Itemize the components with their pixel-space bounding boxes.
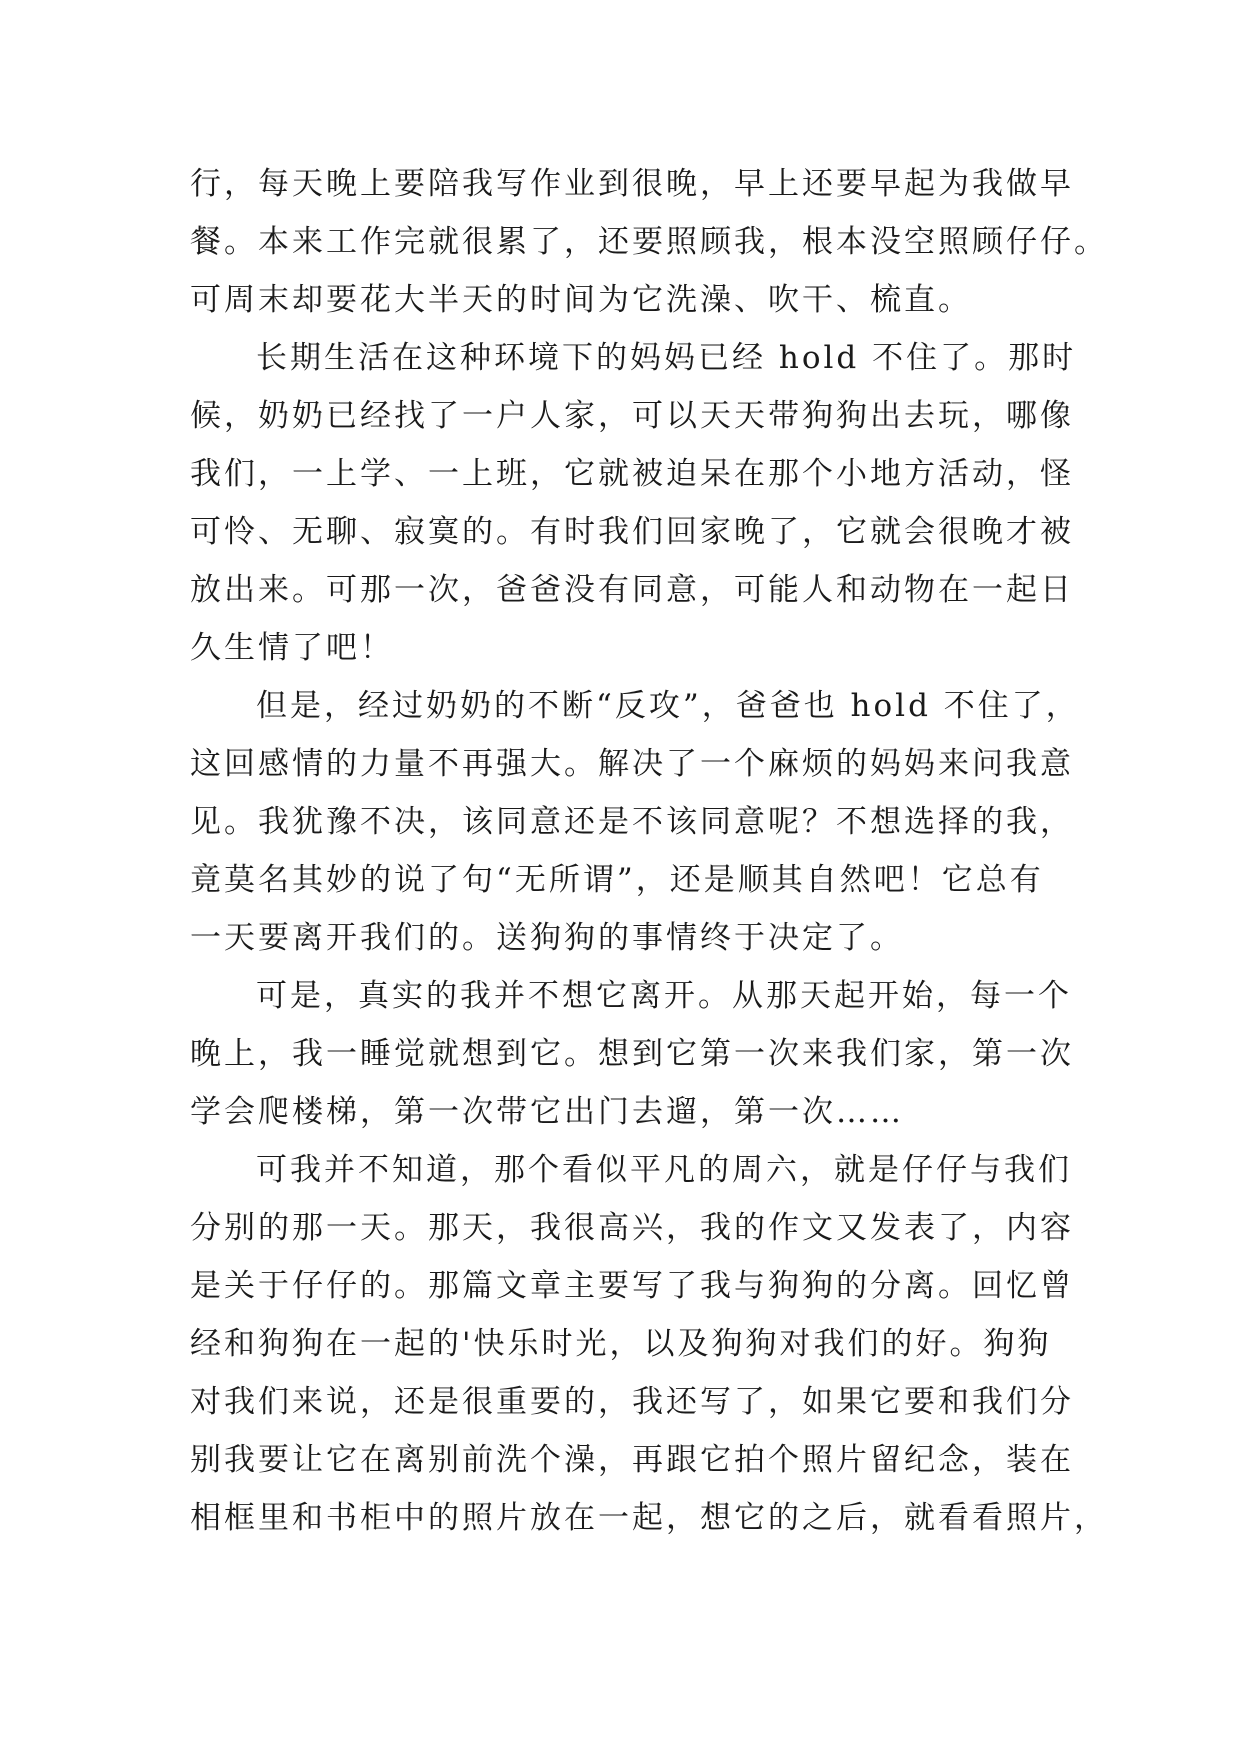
text-line: 竟莫名其妙的说了句“无所谓”，还是顺其自然吧！它总有 (190, 862, 1044, 898)
text-line: 相框里和书柜中的照片放在一起，想它的之后，就看看照片， (190, 1500, 1108, 1536)
text-line: 是关于仔仔的。那篇文章主要写了我与狗狗的分离。回忆曾 (190, 1268, 1074, 1304)
paragraph-start-line: 可我并不知道，那个看似平凡的周六，就是仔仔与我们 (256, 1152, 1072, 1188)
text-line: 餐。本来工作完就很累了，还要照顾我，根本没空照顾仔仔。 (190, 224, 1108, 260)
text-line: 分别的那一天。那天，我很高兴，我的作文又发表了，内容 (190, 1210, 1074, 1246)
text-line: 候，奶奶已经找了一户人家，可以天天带狗狗出去玩，哪像 (190, 398, 1074, 434)
text-line: 可怜、无聊、寂寞的。有时我们回家晚了，它就会很晚才被 (190, 514, 1074, 550)
paragraph-start-line: 长期生活在这种环境下的妈妈已经 hold 不住了。那时 (256, 340, 1077, 376)
text-line: 学会爬楼梯，第一次带它出门去遛，第一次…… (190, 1094, 904, 1130)
text-line: 放出来。可那一次，爸爸没有同意，可能人和动物在一起日 (190, 572, 1074, 608)
text-line: 对我们来说，还是很重要的，我还写了，如果它要和我们分 (190, 1384, 1074, 1420)
text-line: 一天要离开我们的。送狗狗的事情终于决定了。 (190, 920, 904, 956)
text-line: 我们，一上学、一上班，它就被迫呆在那个小地方活动，怪 (190, 456, 1074, 492)
text-line: 这回感情的力量不再强大。解决了一个麻烦的妈妈来问我意 (190, 746, 1074, 782)
text-line: 行，每天晚上要陪我写作业到很晚，早上还要早起为我做早 (190, 166, 1074, 202)
text-line: 见。我犹豫不决，该同意还是不该同意呢？不想选择的我， (190, 804, 1074, 840)
text-line: 晚上，我一睡觉就想到它。想到它第一次来我们家，第一次 (190, 1036, 1074, 1072)
text-line: 可周末却要花大半天的时间为它洗澡、吹干、梳直。 (190, 282, 972, 318)
paragraph-start-line: 但是，经过奶奶的不断“反攻”，爸爸也 hold 不住了， (256, 688, 1080, 724)
text-line: 经和狗狗在一起的'快乐时光，以及狗狗对我们的好。狗狗 (190, 1326, 1052, 1362)
paragraph-start-line: 可是，真实的我并不想它离开。从那天起开始，每一个 (256, 978, 1072, 1014)
text-line: 久生情了吧！ (190, 630, 394, 666)
body-text (190, 155, 1108, 1547)
text-line: 别我要让它在离别前洗个澡，再跟它拍个照片留纪念，装在 (190, 1442, 1074, 1478)
